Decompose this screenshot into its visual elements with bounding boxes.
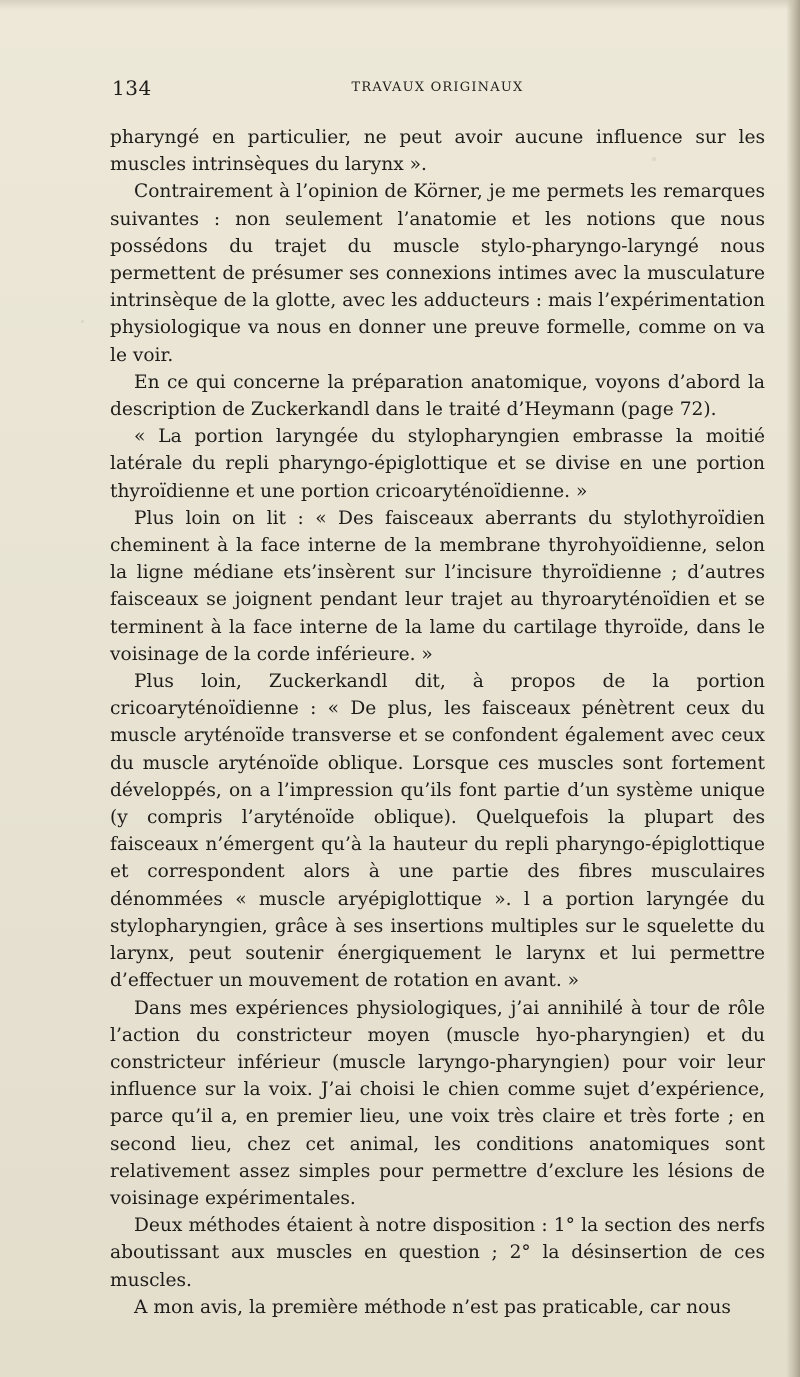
paragraph: En ce qui concerne la préparation anatomique, voyons d’abord la description de Zuckerkandl dans le traité d’Heymann (page 72). [110, 371, 765, 421]
paper-speck [81, 320, 84, 323]
paragraph: « La portion laryngée du stylopharyngien embrasse la moitié latérale du repli pharyngo-épiglottique et se divise en une portion thyroïdienne et une portion cricoaryténoïdienne. » [110, 426, 765, 502]
paragraph: Plus loin, Zuckerkandl dit, à propos de la portion cricoaryténoïdienne : « De plus, les faisceaux pénètrent ceux du muscle aryténoïde transverse et se confondent également avec ceux du muscle aryténoïde oblique. Lorsque ces muscles sont fortement développés, on a l’impression qu’ils font partie d’un système unique (y compris l’aryténoïde oblique). Quelquefois la plupart des faisceaux n’émergent qu’à la hauteur du repli pharyngo-épiglottique et correspondent alors à une partie des fibres musculaires dénommées « muscle aryépiglottique ». l a portion laryngée du stylopharyngien, grâce à ses insertions multiples sur le squelette du larynx, peut soutenir énergiquement le larynx et lui permettre d’effectuer un mouvement de rotation en avant. » [110, 671, 765, 992]
page-top-shadow [0, 0, 800, 10]
page-right-edge [786, 0, 800, 1377]
paragraph: Dans mes expériences physiologiques, j’ai annihilé à tour de rôle l’action du constricteur moyen (muscle hyo-pharyngien) et du constricteur inférieur (muscle laryngo-pharyngien) pour voir leur influence sur la voix. J’ai choisi le chien comme sujet d’expérience, parce qu’il a, en premier lieu, une voix très claire et très forte ; en second lieu, chez cet animal, les conditions anatomiques sont relativement assez simples pour permettre d’exclure les lésions de voisinage expérimentales. [110, 997, 765, 1209]
paragraph: A mon avis, la première méthode n’est pas praticable, car nous [134, 1296, 731, 1318]
paragraph: Deux méthodes étaient à notre disposition : 1° la section des nerfs aboutissant aux muscles en question ; 2° la désinsertion de ces muscles. [110, 1215, 765, 1291]
running-head [110, 76, 765, 106]
body-text [110, 124, 765, 1321]
running-title: TRAVAUX ORIGINAUX [351, 80, 524, 95]
page-number: 134 [112, 76, 152, 100]
paragraph: pharyngé en particulier, ne peut avoir aucune influence sur les muscles intrinsèques du larynx ». [110, 127, 765, 176]
paragraph: Contrairement à l’opinion de Körner, je me permets les remarques suivantes : non seulement l’anatomie et les notions que nous possédons du trajet du muscle stylo-pharyngo-laryngé nous permettent de présumer ses connexions intimes avec la musculature intrinsèque de la glotte, avec les adducteurs : mais l’expérimentation physiologique va nous en donner une preuve formelle, comme on va le voir. [110, 181, 765, 366]
paragraph: Plus loin on lit : « Des faisceaux aberrants du stylothyroïdien cheminent à la face interne de la membrane thyrohyoïdienne, selon la ligne médiane ets’insèrent sur l’incisure thyroïdienne ; d’autres faisceaux se joignent pendant leur trajet au thyroaryténoïdien et se terminent à la face interne de la lame du cartilage thyroïde, dans le voisinage de la corde inférieure. » [110, 507, 765, 665]
